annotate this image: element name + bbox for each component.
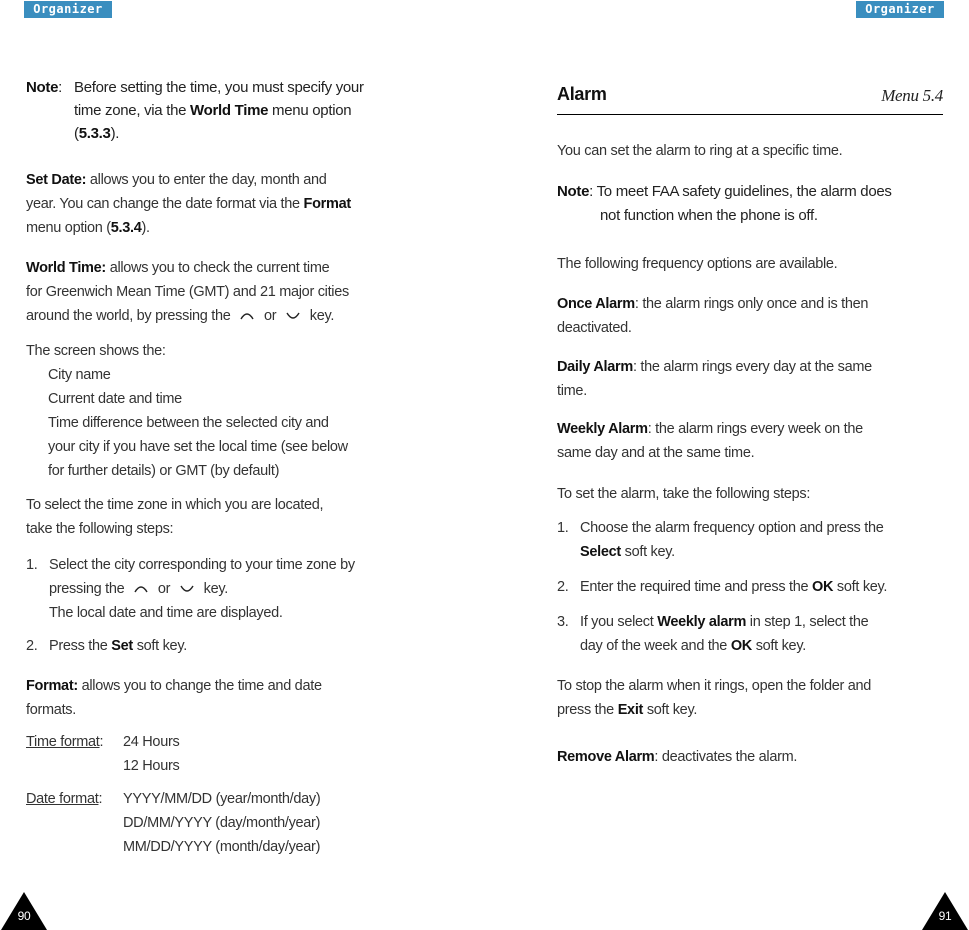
- text-line: Choose the alarm frequency option and press the: [580, 520, 884, 536]
- select-zone-block: [26, 493, 426, 541]
- colon: :: [99, 734, 104, 750]
- text-line: Enter the required time and press the: [580, 579, 809, 595]
- ok-bold: OK: [730, 638, 752, 654]
- list-item: Current date and time: [48, 391, 182, 407]
- note-label: Note: [557, 183, 590, 200]
- colon: :: [98, 791, 103, 807]
- note-line: menu option: [272, 102, 352, 119]
- set-date-label: Set Date:: [26, 172, 87, 188]
- text-line: The local date and time are displayed.: [49, 605, 283, 621]
- once-label: Once Alarm: [557, 296, 635, 312]
- once-alarm-block: [557, 292, 947, 340]
- note-ref: 5.3.3: [78, 125, 111, 142]
- exit-bold: Exit: [617, 702, 644, 718]
- list-item: City name: [48, 367, 111, 383]
- text-line: ).: [141, 220, 150, 236]
- set-bold: Set: [111, 638, 133, 654]
- text-line: : the alarm rings every week on the: [647, 421, 863, 437]
- text-line: formats.: [26, 702, 76, 718]
- note-block: Note: To meet FAA safety guidelines, the alarm does not function when the phone is off.: [557, 180, 947, 228]
- time-format-option: 12 Hours: [123, 758, 180, 774]
- text-line: allows you to check the current time: [109, 260, 330, 276]
- screen-shows-block: [26, 339, 426, 483]
- title-rule: [557, 114, 943, 115]
- text-line: To select the time zone in which you are located,: [26, 497, 324, 513]
- date-format-label: Date format: [26, 791, 99, 807]
- daily-alarm-block: [557, 355, 947, 403]
- text-line: around the world, by pressing the: [26, 308, 231, 324]
- menu-reference: Menu 5.4: [881, 86, 943, 105]
- text-line: allows you to change the time and date: [81, 678, 322, 694]
- note-label: Note: [26, 79, 59, 96]
- format-bold: Format: [303, 196, 351, 212]
- text-line: or: [157, 581, 171, 597]
- text-line: or: [263, 308, 277, 324]
- time-format-label: Time format: [26, 734, 100, 750]
- text-line: The screen shows the:: [26, 343, 166, 359]
- steps-intro: To set the alarm, take the following steps:: [557, 486, 811, 502]
- format-block: [26, 674, 426, 722]
- text-line: : the alarm rings only once and is then: [634, 296, 869, 312]
- set-date-block: [26, 168, 426, 240]
- text-line: deactivated.: [557, 320, 632, 336]
- note-line: not function when the phone is off.: [600, 207, 818, 224]
- remove-label: Remove Alarm: [557, 749, 655, 765]
- select-bold: Select: [580, 544, 621, 560]
- daily-label: Daily Alarm: [557, 359, 633, 375]
- date-format-option: MM/DD/YYYY (month/day/year): [123, 839, 321, 855]
- text-line: : the alarm rings every day at the same: [632, 359, 872, 375]
- time-format-option: 24 Hours: [123, 734, 180, 750]
- text-line: Select the city corresponding to your time zone by: [49, 557, 355, 573]
- weekly-alarm-block: [557, 417, 947, 465]
- zone-steps: [26, 553, 426, 658]
- text-line: key.: [203, 581, 228, 597]
- note-line: Before setting the time, you must specify your: [74, 79, 364, 96]
- note-bold: World Time: [190, 102, 269, 119]
- world-time-block: [26, 256, 426, 328]
- down-key-icon: [180, 584, 194, 594]
- note-line: To meet FAA safety guidelines, the alarm does: [596, 183, 892, 200]
- text-line: To stop the alarm when it rings, open the folder and: [557, 678, 872, 694]
- text-line: soft key.: [836, 579, 888, 595]
- text-line: pressing the: [49, 581, 125, 597]
- step-number: 3.: [557, 614, 569, 630]
- section-tag: Organizer: [856, 1, 944, 18]
- step-number: 1.: [26, 557, 38, 573]
- remove-alarm-block: [557, 745, 947, 769]
- ref-bold: 5.3.4: [110, 220, 142, 236]
- weekly-bold: Weekly alarm: [657, 614, 747, 630]
- text-line: same day and at the same time.: [557, 445, 755, 461]
- format-label: Format:: [26, 678, 78, 694]
- text-line: Press the: [49, 638, 108, 654]
- text-line: soft key.: [646, 702, 698, 718]
- date-format-block: [26, 787, 426, 859]
- ok-bold: OK: [812, 579, 834, 595]
- weekly-label: Weekly Alarm: [557, 421, 648, 437]
- text-line: day of the week and the: [580, 638, 728, 654]
- stop-alarm-block: [557, 674, 947, 722]
- text-line: press the: [557, 702, 614, 718]
- world-time-label: World Time:: [26, 260, 106, 276]
- date-format-option: YYYY/MM/DD (year/month/day): [123, 791, 321, 807]
- time-format-block: [26, 730, 426, 778]
- step-number: 1.: [557, 520, 569, 536]
- text-line: take the following steps:: [26, 521, 174, 537]
- text-line: soft key.: [755, 638, 806, 654]
- text-line: time.: [557, 383, 587, 399]
- text-line: soft key.: [136, 638, 187, 654]
- page-number: 90: [17, 909, 31, 923]
- text-line: : deactivates the alarm.: [654, 749, 798, 765]
- step-number: 2.: [26, 638, 38, 654]
- intro-text: You can set the alarm to ring at a specific time.: [557, 143, 843, 159]
- list-item: for further details) or GMT (by default): [48, 463, 280, 479]
- date-format-option: DD/MM/YYYY (day/month/year): [123, 815, 321, 831]
- text-line: If you select: [580, 614, 654, 630]
- text-line: allows you to enter the day, month and: [89, 172, 327, 188]
- step-number: 2.: [557, 579, 569, 595]
- text-line: year. You can change the date format via the: [26, 196, 300, 212]
- page-number: 91: [938, 909, 952, 923]
- text-line: menu option (: [26, 220, 111, 236]
- note-block: Note: Before setting the time, you must specify your time zone, via the World Time menu option (5.3.3).: [26, 76, 426, 145]
- text-line: in step 1, select the: [749, 614, 869, 630]
- right-page: [485, 0, 969, 930]
- list-item: your city if you have set the local time (see below: [48, 439, 348, 455]
- text-line: soft key.: [624, 544, 675, 560]
- page-title: Alarm: [557, 84, 607, 104]
- up-key-icon: [240, 311, 254, 321]
- up-key-icon: [134, 584, 148, 594]
- alarm-steps: [557, 516, 947, 658]
- list-item: Time difference between the selected city and: [48, 415, 329, 431]
- freq-intro: The following frequency options are available.: [557, 256, 838, 272]
- section-tag: Organizer: [24, 1, 112, 18]
- text-line: key.: [309, 308, 335, 324]
- note-line: time zone, via the: [74, 102, 187, 119]
- down-key-icon: [286, 311, 300, 321]
- text-line: for Greenwich Mean Time (GMT) and 21 major cities: [26, 284, 349, 300]
